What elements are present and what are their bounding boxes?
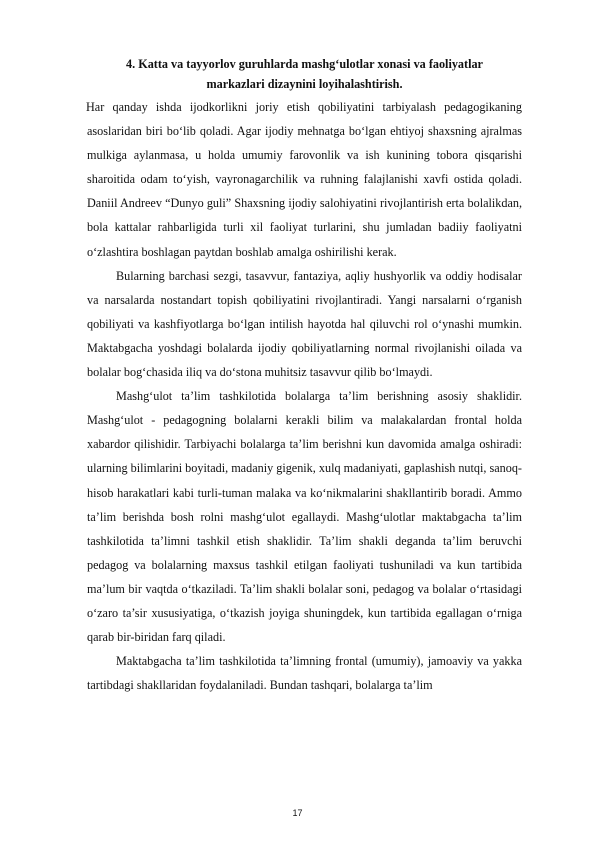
paragraph-2: Bularning barchasi sezgi, tasavvur, fantaziya, aqliy hushyorlik va oddiy hodisalar va narsalarda nostandart topish qobiliyatini rivojlantiradi. Yangi narsalarni o‘rganish qobiliyati va kashfiyotlarga bo‘lgan intilish hayotda hal qiluvchi rol o‘ynashi mumkin. Maktabgacha yoshdagi bolalarda ijodiy qobiliyatlarning normal rivojlanishi oilada va bolalar bog‘chasida iliq va do‘stona muhitsiz tasavvur qilib bo‘lmaydi. (87, 268, 522, 380)
document-page (87, 54, 522, 697)
paragraph-1: Har qanday ishda ijodkorlikni joriy etish qobiliyatini tarbiyalash pedagogikaning asoslaridan biri bo‘lib qoladi. Agar ijodiy mehnatga bo‘lgan ehtiyoj shaxsning ajralmas mulkiga aylanmasa, u holda umumiy farovonlik va ish kunining tobora qisqarishi sharoitida odam to‘yish, vayronagarchilik va ruhning falajlanishi xavfi ostida qoladi. Daniil Andreev “Dunyo guli” Shaxsning ijodiy salohiyatini rivojlantirish erta bolalikdan, bola kattalar rahbarligida turli xil faoliyat turlarini, shu jumladan badiiy faoliyatni o‘zlashtira boshlagan paytdan boshlab amalga oshirilishi kerak. (86, 100, 522, 259)
section-title-line-2: markazlari dizaynini loyihalashtirish. (206, 77, 403, 91)
section-title-line-1: 4. Katta va tayyorlov guruhlarda mashg‘ulotlar xonasi va faoliyatlar (126, 57, 483, 71)
paragraph-4: Maktabgacha ta’lim tashkilotida ta’limning frontal (umumiy), jamoaviy va yakka tartibdagi shakllaridan foydalaniladi. Bundan tashqari, bolalarga ta’lim (87, 654, 522, 693)
page-number: 17 (292, 808, 303, 818)
section-title (87, 54, 522, 94)
paragraph-3: Mashg‘ulot ta’lim tashkilotida bolalarga ta’lim berishning asosiy shaklidir. Mashg‘ulot - pedagogning bolalarni kerakli bilim va malakalardan frontal holda xabardor qilishidir. Tarbiyachi bolalarga ta’lim berishni kun davomida amalga oshiradi: ularning bilimlarini boyitadi, madaniy gigenik, xulq madaniyati, gaplashish nutqi, sanoq-hisob harakatlari kabi turli-tuman malaka va ko‘nikmalarini shakllantirib boradi. Ammo ta’lim berishda bosh rolni mashg‘ulot egallaydi. Mashg‘ulotlar maktabgacha ta’lim tashkilotida ta’limni tashkil etish shaklidir. Ta’lim shakli deganda ta’lim beruvchi pedagog va bolalarning maxsus tashkil etilgan faoliyati tushuniladi va kun tartibida ma’lum bir vaqtda o‘tkaziladi. Ta’lim shakli bolalar soni, pedagog va bolalar o‘rtasidagi o‘zaro ta’sir xususiyatiga, o‘tkazish joyiga shuningdek, kun tartibida egallagan o‘rniga qarab bir-biridan farq qiladi. (87, 389, 522, 645)
